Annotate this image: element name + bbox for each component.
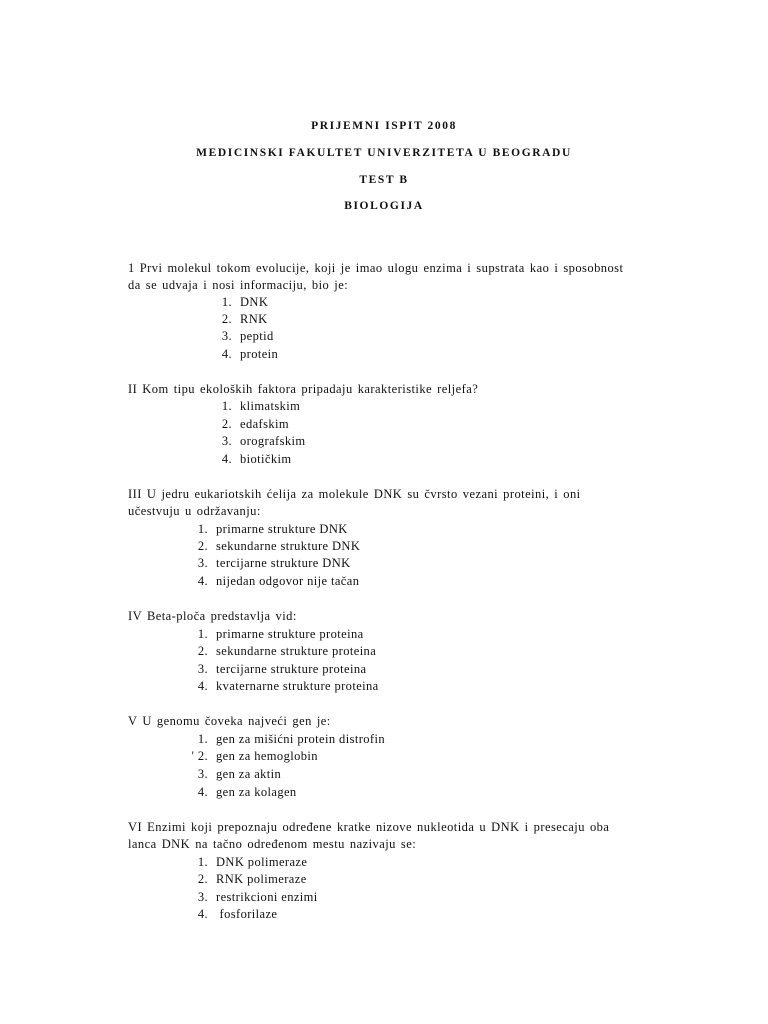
question-6-line-1: VI Enzimi koji prepoznaju određene kratke nizove nukleotida u DNK i presecaju oba [128, 820, 610, 834]
option-text: klimatskim [240, 399, 301, 413]
option-number: 2. [221, 417, 232, 431]
question-3-line-1: III U jedru eukariotskih ćelija za molekule DNK su čvrsto vezani proteini, i oni [128, 487, 581, 501]
question-6-line-2: lanca DNK na tačno određenom mestu nazivaju se: [128, 837, 417, 851]
option-number: 1. [221, 399, 232, 413]
question-2-option-3 [210, 434, 306, 449]
option-number: 4. [197, 574, 208, 588]
option-number: 2. [197, 644, 208, 658]
question-1-option-1 [210, 295, 268, 310]
option-text: primarne strukture DNK [216, 522, 348, 536]
question-3-option-4 [186, 574, 359, 589]
question-5-option-3 [186, 767, 281, 782]
option-number: 2. [221, 312, 232, 326]
option-number: 4. [221, 452, 232, 466]
option-number: 3. [221, 434, 232, 448]
question-6-option-2 [186, 872, 307, 887]
question-1-option-3 [210, 329, 274, 344]
question-4-option-1 [186, 627, 364, 642]
option-number: 1. [197, 522, 208, 536]
question-3-option-3 [186, 556, 351, 571]
option-number: 3. [197, 556, 208, 570]
option-text: nijedan odgovor nije tačan [216, 574, 360, 588]
option-text: tercijarne strukture DNK [216, 556, 351, 570]
question-1-option-2 [210, 312, 268, 327]
option-text: sekundarne strukture DNK [216, 539, 361, 553]
question-3-option-2 [186, 539, 360, 554]
option-text: gen za aktin [216, 767, 282, 781]
option-number: 3. [221, 329, 232, 343]
option-number: 2. [197, 872, 208, 886]
option-text: RNK polimeraze [216, 872, 307, 886]
option-number: 4. [221, 347, 232, 361]
exam-title: PRIJEMNI ISPIT 2008 [311, 120, 457, 132]
option-text: peptid [240, 329, 274, 343]
option-number: 1. [197, 855, 208, 869]
question-3-option-1 [186, 522, 348, 537]
option-text: DNK [240, 295, 269, 309]
question-4-option-4 [186, 679, 379, 694]
subject-title: BIOLOGIJA [344, 200, 424, 212]
option-number: 3. [197, 767, 208, 781]
option-text: gen za hemoglobin [216, 749, 318, 763]
question-5-option-2 [186, 749, 318, 764]
option-text: DNK polimeraze [216, 855, 308, 869]
option-number: ' 2. [191, 749, 208, 763]
option-text: fosforilaze [216, 907, 278, 921]
option-text: sekundarne strukture proteina [216, 644, 377, 658]
question-4-option-3 [186, 662, 366, 677]
option-number: 1. [197, 732, 208, 746]
question-6-option-3 [186, 890, 318, 905]
option-number: 4. [197, 907, 208, 921]
question-2-option-2 [210, 417, 289, 432]
faculty-title: MEDICINSKI FAKULTET UNIVERZITETA U BEOGRADU [196, 147, 572, 159]
option-number: 3. [197, 890, 208, 904]
question-2-line-1: II Kom tipu ekoloških faktora pripadaju karakteristike reljefa? [128, 382, 479, 396]
option-number: 2. [197, 539, 208, 553]
option-text: biotičkim [240, 452, 292, 466]
option-text: gen za mišićni protein distrofin [216, 732, 386, 746]
option-text: restrikcioni enzimi [216, 890, 318, 904]
question-1-option-4 [210, 347, 278, 362]
question-6-option-4 [186, 907, 277, 922]
option-text: RNK [240, 312, 268, 326]
question-6-option-1 [186, 855, 307, 870]
option-text: edafskim [240, 417, 290, 431]
question-5-option-1 [186, 732, 385, 747]
option-number: 3. [197, 662, 208, 676]
option-text: primarne strukture proteina [216, 627, 364, 641]
question-5-line-1: V U genomu čoveka najveći gen je: [128, 714, 331, 728]
option-text: gen za kolagen [216, 785, 297, 799]
option-number: 4. [197, 785, 208, 799]
test-label: TEST B [359, 174, 409, 186]
option-number: 1. [197, 627, 208, 641]
question-5-option-4 [186, 785, 297, 800]
option-text: tercijarne strukture proteina [216, 662, 367, 676]
option-text: kvaternarne strukture proteina [216, 679, 379, 693]
option-text: orografskim [240, 434, 306, 448]
question-2-option-4 [210, 452, 292, 467]
question-4-option-2 [186, 644, 376, 659]
question-2-option-1 [210, 399, 300, 414]
question-4-line-1: IV Beta-ploča predstavlja vid: [128, 609, 297, 623]
option-text: protein [240, 347, 279, 361]
question-3-line-2: učestvuju u održavanju: [128, 504, 261, 518]
option-number: 1. [221, 295, 232, 309]
question-1-line-2: da se udvaja i nosi informaciju, bio je: [128, 278, 349, 292]
option-number: 4. [197, 679, 208, 693]
question-1-line-1: 1 Prvi molekul tokom evolucije, koji je imao ulogu enzima i supstrata kao i sposobnost [128, 261, 624, 275]
